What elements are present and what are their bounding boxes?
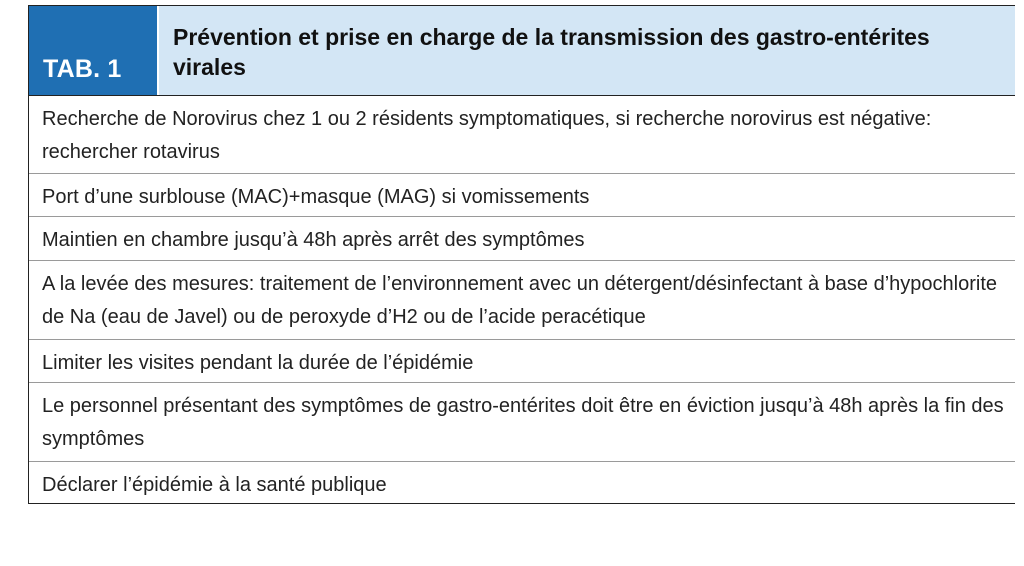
table-1 — [28, 5, 1015, 504]
table-row: Port d’une surblouse (MAC)+masque (MAG) si vomissements — [29, 174, 1015, 217]
table-tag — [29, 6, 157, 95]
table-tag-label: TAB. 1 — [43, 55, 122, 83]
table-row: Recherche de Norovirus chez 1 ou 2 résidents symptomatiques, si recherche norovirus est négative: rechercher rotavirus — [29, 96, 1015, 174]
table-header — [29, 6, 1015, 96]
table-row: Limiter les visites pendant la durée de l’épidémie — [29, 340, 1015, 383]
table-row: Déclarer l’épidémie à la santé publique — [42, 474, 387, 496]
table-title: Prévention et prise en charge de la transmission des gastro-entérites virales — [157, 6, 1015, 95]
table-row: A la levée des mesures: traitement de l’environnement avec un détergent/désinfectant à base d’hypochlorite de Na (eau de Javel) ou de peroxyde d’H2 ou de l’acide peracétique — [29, 261, 1015, 340]
table-row: Maintien en chambre jusqu’à 48h après arrêt des symptômes — [29, 217, 1015, 261]
table-row: Le personnel présentant des symptômes de gastro-entérites doit être en éviction jusqu’à 48h après la fin des symptômes — [29, 383, 1015, 462]
